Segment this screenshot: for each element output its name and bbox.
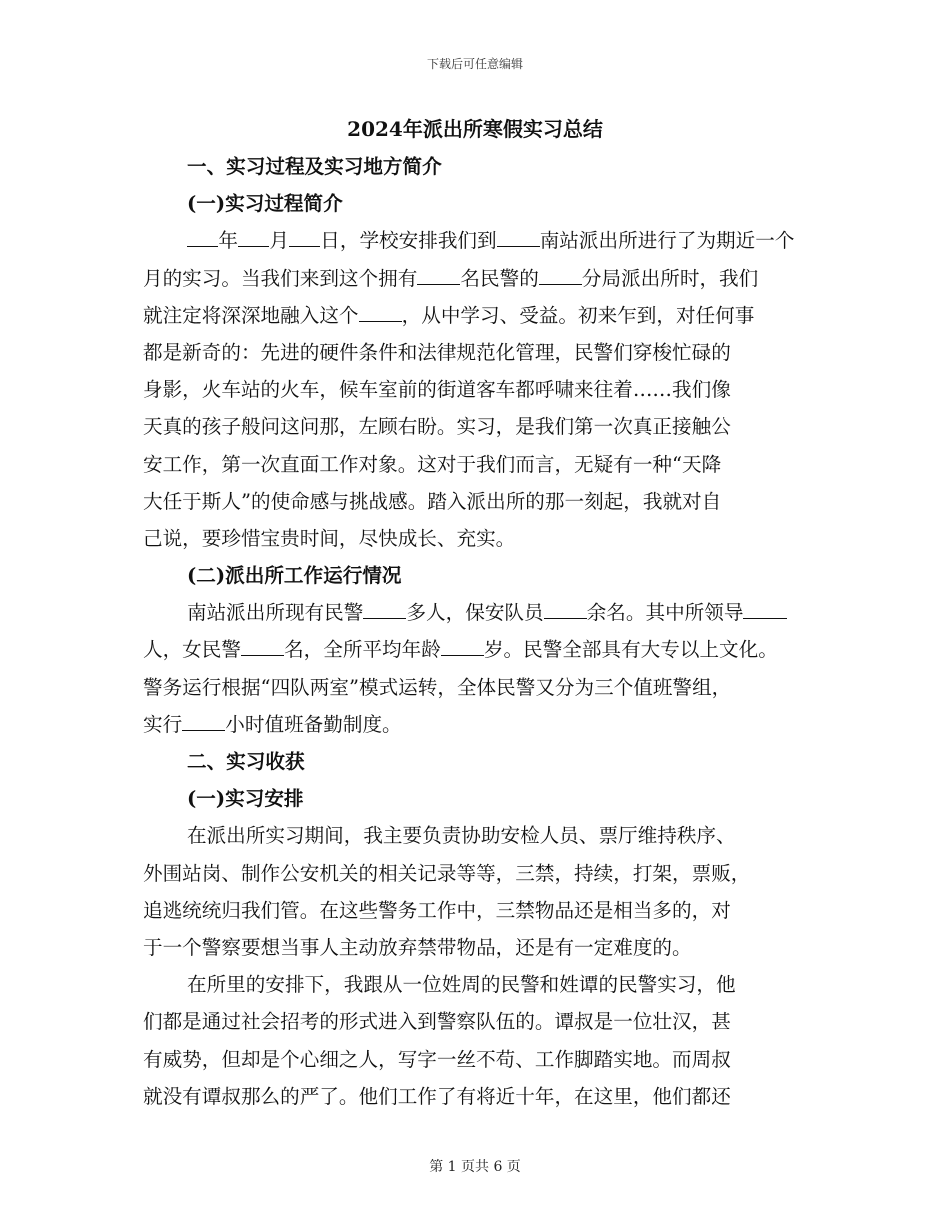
- paragraph-line: [143, 297, 808, 334]
- fill-blank: [544, 600, 587, 620]
- text-run: 名民警的: [460, 266, 539, 290]
- fill-blank: [743, 600, 786, 620]
- text-run: 南站派出所现有民警: [187, 601, 364, 625]
- text-run: 多人，保安队员: [406, 601, 544, 625]
- text-run: 月的实习。当我们来到这个拥有: [143, 266, 418, 290]
- section-heading-2: 二、实习收获: [187, 750, 305, 773]
- text-run: 南站派出所进行了为期近一个: [539, 229, 795, 253]
- paragraph-line: [143, 222, 808, 259]
- fill-blank: [182, 711, 225, 731]
- text-run: 月: [269, 229, 289, 253]
- text-run: 余名。其中所领导: [586, 601, 744, 625]
- text-run: 人，女民警: [143, 638, 241, 662]
- paragraph-station-operation: [143, 594, 808, 743]
- text-run: 日，学校安排我们到: [320, 229, 497, 253]
- paragraph-line: 有威势，但却是个心细之人，写字一丝不苟、工作脚踏实地。而周叔: [143, 1047, 731, 1071]
- paragraph-line: 己说，要珍惜宝贵时间，尽快成长、充实。: [143, 526, 516, 550]
- paragraph-line: 天真的孩子般问这问那，左顾右盼。实习，是我们第一次真正接触公: [143, 415, 731, 439]
- fill-blank: [241, 637, 284, 657]
- section-heading-1: 一、实习过程及实习地方简介: [187, 155, 442, 178]
- text-run: 分局派出所时，我们: [581, 266, 759, 290]
- document-body: [143, 148, 808, 1115]
- paragraph-line: 于一个警察要想当事人主动放弃禁带物品，还是有一定难度的。: [143, 935, 692, 959]
- text-run: 年: [218, 229, 238, 253]
- fill-blank: [539, 265, 582, 285]
- subsection-heading-1-2: (二)派出所工作运行情况: [187, 564, 402, 588]
- paragraph-line: 安工作，第一次直面工作对象。这对于我们而言，无疑有一种“天降: [143, 452, 722, 476]
- paragraph-line: 警务运行根据“四队两室”模式运转，全体民警又分为三个值班警组，: [143, 675, 732, 699]
- paragraph-line: 都是新奇的：先进的硬件条件和法律规范化管理，民警们穿梭忙碌的: [143, 340, 731, 364]
- document-title: 2024年派出所寒假实习总结: [347, 117, 603, 141]
- paragraph-line: [143, 260, 808, 297]
- paragraph-line: 们都是通过社会招考的形式进入到警察队伍的。谭叔是一位壮汉，甚: [143, 1010, 731, 1034]
- page-header: 下载后可任意编辑: [426, 57, 523, 71]
- text-run: 名，全所平均年龄: [284, 638, 441, 662]
- paragraph-internship-intro: [143, 222, 808, 557]
- paragraph-line: 外围站岗、制作公安机关的相关记录等等，三禁，持续，打架，票贩，: [143, 861, 751, 885]
- paragraph-line: 大任于斯人”的使命感与挑战感。踏入派出所的那一刻起，我就对自: [143, 489, 722, 513]
- subsection-heading-2-1: (一)实习安排: [187, 787, 304, 811]
- fill-blank: [441, 637, 484, 657]
- fill-blank: [187, 228, 218, 248]
- paragraph-line: [143, 706, 808, 743]
- paragraph-mentors: [143, 966, 808, 1115]
- page-footer: 第 1 页共 6 页: [429, 1159, 521, 1175]
- fill-blank: [238, 228, 269, 248]
- paragraph-line: 就没有谭叔那么的严了。他们工作了有将近十年，在这里，他们都还: [143, 1084, 731, 1108]
- text-run: 小时值班备勤制度。: [225, 712, 402, 736]
- paragraph-line: 追逃统统归我们管。在这些警务工作中，三禁物品还是相当多的，对: [143, 898, 731, 922]
- fill-blank: [289, 228, 320, 248]
- paragraph-line: 在所里的安排下，我跟从一位姓周的民警和姓谭的民警实习，他: [187, 973, 736, 997]
- text-run: ，从中学习、受益。初来乍到，对任何事: [401, 303, 755, 327]
- text-run: 实行: [143, 712, 183, 736]
- text-run: 就注定将深深地融入这个: [143, 303, 359, 327]
- paragraph-duties: [143, 817, 808, 966]
- paragraph-line: 在派出所实习期间，我主要负责协助安检人员、票厅维持秩序、: [187, 824, 736, 848]
- fill-blank: [417, 265, 460, 285]
- fill-blank: [497, 228, 540, 248]
- fill-blank: [363, 600, 406, 620]
- paragraph-line: 身影，火车站的火车，候车室前的街道客车都呼啸来往着……我们像: [143, 378, 731, 402]
- text-run: 岁。民警全部具有大专以上文化。: [483, 638, 778, 662]
- fill-blank: [359, 302, 402, 322]
- subsection-heading-1-1: (一)实习过程简介: [187, 192, 343, 216]
- paragraph-line: [143, 631, 808, 668]
- paragraph-line: [143, 594, 808, 631]
